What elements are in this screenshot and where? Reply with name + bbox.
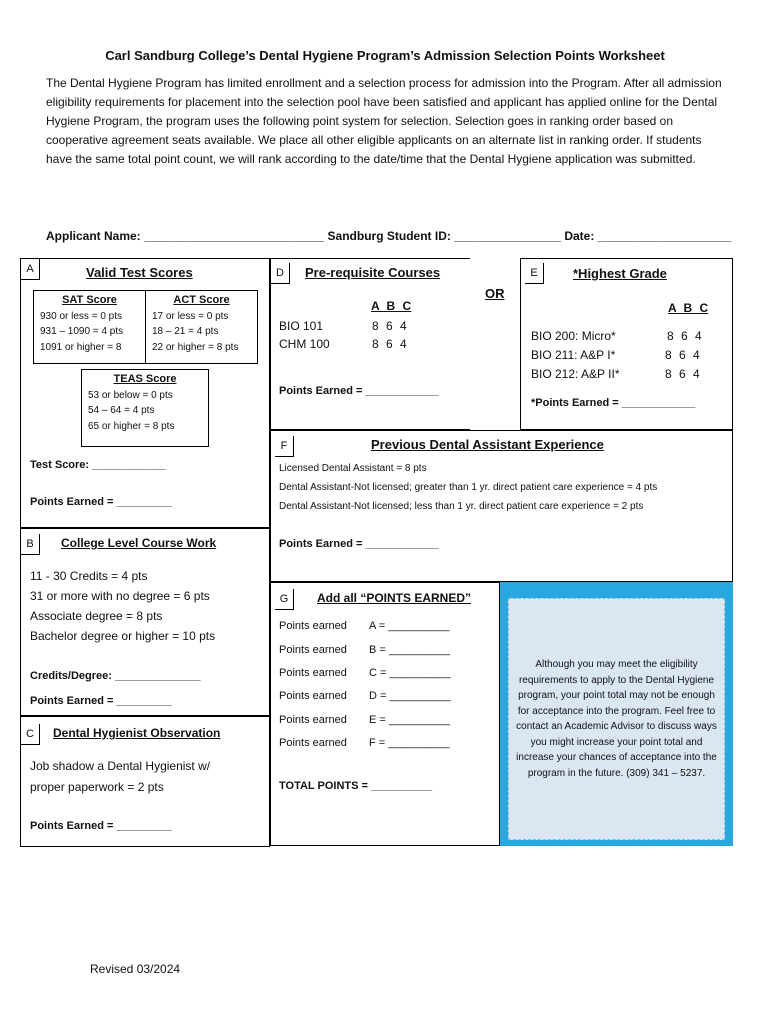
- section-d-grade-header: A B C: [371, 299, 412, 313]
- section-g-label: G: [275, 589, 294, 610]
- test-score-field[interactable]: Test Score: ____________: [30, 459, 166, 471]
- section-b-label: B: [21, 534, 40, 555]
- section-c-points-field[interactable]: Points Earned = _________: [30, 820, 172, 832]
- section-f-label: F: [275, 436, 294, 457]
- teas-line: 53 or below = 0 pts: [88, 389, 173, 401]
- section-e-heading: *Highest Grade: [573, 266, 667, 281]
- section-g-heading: Add all “POINTS EARNED”: [317, 591, 472, 605]
- points-row-value[interactable]: B = __________: [369, 644, 451, 656]
- credit-line: 11 - 30 Credits = 4 pts: [30, 569, 148, 583]
- teas-line: 65 or higher = 8 pts: [88, 420, 175, 432]
- section-d: [270, 258, 470, 430]
- points-row-label: Points earned: [279, 644, 347, 656]
- course-name: BIO 101: [279, 319, 324, 333]
- section-a-label: A: [21, 259, 40, 280]
- section-c-label: C: [21, 724, 40, 745]
- experience-line: Dental Assistant-Not licensed; greater than 1 yr. direct patient care experience = 4 pts: [279, 482, 658, 493]
- section-d-heading: Pre-requisite Courses: [305, 265, 441, 280]
- sat-line: 1091 or higher = 8: [40, 341, 122, 353]
- section-f: [270, 430, 733, 582]
- section-e-points-field[interactable]: *Points Earned = ____________: [531, 397, 696, 409]
- advisor-callout: [500, 582, 733, 846]
- sat-line: 931 – 1090 = 4 pts: [40, 326, 124, 337]
- credit-line: 31 or more with no degree = 6 pts: [30, 589, 210, 603]
- course-grades: 8 6 4: [665, 367, 700, 381]
- section-d-points-field[interactable]: Points Earned = ____________: [279, 385, 439, 397]
- points-row-value[interactable]: D = __________: [369, 690, 451, 702]
- applicant-info-line: Applicant Name: ___________________________ Sandburg Student ID: ________________ Date: ____________________: [46, 229, 732, 243]
- section-a-heading: Valid Test Scores: [86, 265, 193, 280]
- section-b: [20, 528, 270, 716]
- credits-degree-field[interactable]: Credits/Degree: ______________: [30, 670, 201, 682]
- points-row-value[interactable]: F = __________: [369, 737, 450, 749]
- observation-line: proper paperwork = 2 pts: [30, 780, 164, 794]
- course-name: BIO 211: A&P I*: [531, 348, 616, 362]
- experience-line: Licensed Dental Assistant = 8 pts: [279, 463, 427, 474]
- course-name: BIO 212: A&P II*: [531, 367, 620, 381]
- course-grades: 8 6 4: [372, 319, 407, 333]
- points-row-label: Points earned: [279, 690, 347, 702]
- sat-score-box: [33, 290, 146, 364]
- section-a: [20, 258, 270, 528]
- sat-line: 930 or less = 0 pts: [40, 310, 122, 322]
- act-score-box: [145, 290, 258, 364]
- credit-line: Bachelor degree or higher = 10 pts: [30, 629, 216, 643]
- observation-line: Job shadow a Dental Hygienist w/: [30, 759, 211, 773]
- revision-footer: Revised 03/2024: [90, 962, 181, 976]
- teas-line: 54 – 64 = 4 pts: [88, 405, 155, 416]
- course-grades: 8 6 4: [667, 329, 702, 343]
- points-row-value[interactable]: C = __________: [369, 667, 451, 679]
- credit-line: Associate degree = 8 pts: [30, 609, 163, 623]
- act-line: 17 or less = 0 pts: [152, 310, 229, 322]
- points-row-value[interactable]: A = __________: [369, 620, 450, 632]
- section-c-heading: Dental Hygienist Observation: [53, 726, 221, 740]
- total-points-field[interactable]: TOTAL POINTS = __________: [279, 780, 433, 792]
- course-grades: 8 6 4: [665, 348, 700, 362]
- act-score-title: ACT Score: [173, 294, 230, 306]
- sat-score-title: SAT Score: [62, 294, 117, 306]
- document-title: Carl Sandburg College’s Dental Hygiene Program’s Admission Selection Points Worksheet: [105, 48, 665, 63]
- section-f-heading: Previous Dental Assistant Experience: [371, 437, 604, 452]
- section-b-points-field[interactable]: Points Earned = _________: [30, 695, 172, 707]
- act-line: 18 – 21 = 4 pts: [152, 326, 219, 337]
- advisor-callout-text: Although you may meet the eligibility requirements to apply to the Dental Hygiene program, your point total may not be enough for acceptance into the program. Feel free to contact an Academic Advisor to discuss ways you might increase your point total and increase your chances of acceptance into the program in the future. (309) 341 – 5237.: [508, 598, 725, 840]
- points-row-value[interactable]: E = __________: [369, 714, 451, 726]
- section-g: [270, 582, 500, 846]
- experience-line: Dental Assistant-Not licensed; less than 1 yr. direct patient care experience = 2 pts: [279, 501, 644, 512]
- course-name: BIO 200: Micro*: [531, 329, 616, 343]
- section-f-points-field[interactable]: Points Earned = ____________: [279, 538, 439, 550]
- teas-score-title: TEAS Score: [113, 373, 177, 385]
- teas-score-box: [81, 369, 209, 447]
- points-row-label: Points earned: [279, 737, 347, 749]
- points-row-label: Points earned: [279, 667, 347, 679]
- points-row-label: Points earned: [279, 620, 347, 632]
- points-row-label: Points earned: [279, 714, 347, 726]
- or-separator: OR: [485, 286, 505, 301]
- course-name: CHM 100: [279, 337, 330, 351]
- intro-paragraph: The Dental Hygiene Program has limited enrollment and a selection process for admission into the Program. After all admission eligibility requirements for placement into the selection pool have been satisfied and applicant has applied online for the Dental Hygiene Program, the program uses the following point system for selection. Selection goes in ranking order based on cooperative agreement seats available. We place all other eligible applicants on an alternate list in ranking order. If students have the same total point count, we will rank according to the date/time that the Dental Hygiene application was submitted.: [46, 76, 722, 166]
- section-e: [520, 258, 733, 430]
- act-line: 22 or higher = 8 pts: [152, 341, 239, 353]
- course-grades: 8 6 4: [372, 337, 407, 351]
- section-e-label: E: [525, 263, 544, 284]
- section-e-grade-header: A B C: [668, 301, 709, 315]
- section-b-heading: College Level Course Work: [61, 536, 217, 550]
- section-a-points-field[interactable]: Points Earned = _________: [30, 496, 172, 508]
- section-d-label: D: [271, 263, 290, 284]
- section-c: [20, 716, 270, 847]
